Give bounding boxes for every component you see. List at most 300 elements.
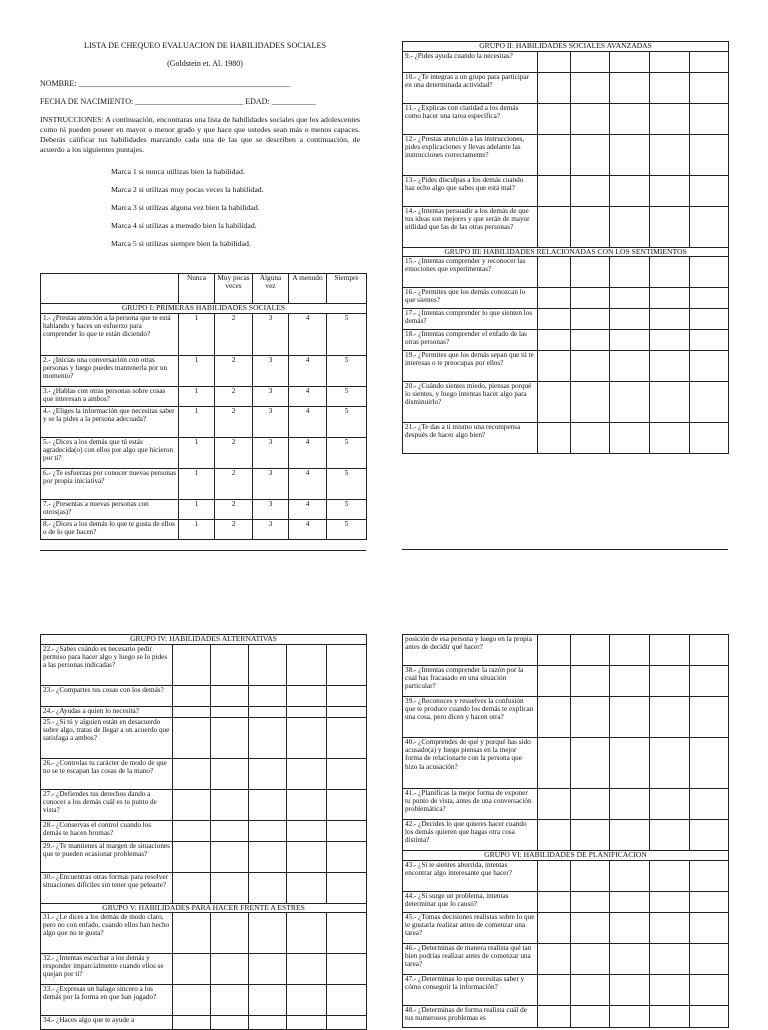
score-cell[interactable] <box>650 789 690 820</box>
score-cell[interactable]: 1 <box>179 313 215 355</box>
question-cell: 48.- ¿Determinas de forma realista cuál de tus numerosos problemas es <box>403 1005 538 1027</box>
marca-1: Marca 1 si nunca utilizas bien la habilidad. <box>111 167 245 176</box>
score-cell[interactable] <box>571 206 610 247</box>
score-cell[interactable] <box>610 351 650 382</box>
score-cell[interactable]: 2 <box>215 468 253 499</box>
group-header-row <box>403 42 729 52</box>
score-cell[interactable] <box>650 382 690 423</box>
score-cell[interactable] <box>690 697 729 738</box>
score-cell[interactable] <box>650 738 690 789</box>
score-cell[interactable] <box>327 644 367 685</box>
score-cell[interactable] <box>173 685 211 706</box>
score-cell[interactable] <box>610 820 650 851</box>
score-cell[interactable] <box>650 351 690 382</box>
score-cell[interactable] <box>610 309 650 330</box>
table-row <box>41 758 367 789</box>
score-cell[interactable]: 2 <box>215 519 253 539</box>
score-cell[interactable] <box>610 974 650 1005</box>
question-cell: 12.- ¿Prestas atención a las instrucciones, pides explicaciones y llevas adelante las instrucciones correctamente? <box>403 134 538 175</box>
score-cell[interactable]: 1 <box>179 406 215 437</box>
score-cell[interactable]: 4 <box>289 313 327 355</box>
score-cell[interactable] <box>287 985 327 1016</box>
score-cell[interactable] <box>211 841 249 872</box>
table-row <box>403 423 729 454</box>
table-row <box>41 789 367 820</box>
question-cell: 23.- ¿Compartes tus cosas con los demás? <box>41 685 173 706</box>
score-cell[interactable] <box>327 1016 367 1030</box>
score-cell[interactable] <box>173 913 211 954</box>
score-cell[interactable] <box>650 697 690 738</box>
score-cell[interactable] <box>538 72 571 103</box>
marca-3: Marca 3 si utilizas alguna vez bien la habilidad. <box>111 203 260 212</box>
table-row <box>403 943 729 974</box>
question-cell: 30.- ¿Encuentras otras formas para resolver situaciones difíciles sin tener que pelearte? <box>41 872 173 903</box>
group-title: GRUPO II: HABILIDADES SOCIALES AVANZADAS <box>403 42 729 52</box>
score-cell[interactable] <box>327 706 367 717</box>
score-cell[interactable]: 5 <box>327 386 367 406</box>
score-cell[interactable] <box>650 891 690 912</box>
score-cell[interactable] <box>610 891 650 912</box>
score-cell[interactable]: 4 <box>289 519 327 539</box>
score-cell[interactable] <box>650 257 690 288</box>
table-row <box>403 382 729 423</box>
question-cell: 5.- ¿Dices a los demás que tú estás agradecida(o) con ellos por algo que hicieron por ti? <box>41 437 179 468</box>
score-cell[interactable] <box>610 206 650 247</box>
document-title: LISTA DE CHEQUEO EVALUACION DE HABILIDADES SOCIALES <box>83 41 327 50</box>
score-cell[interactable]: 3 <box>253 499 289 519</box>
table-row <box>403 309 729 330</box>
score-cell[interactable] <box>650 974 690 1005</box>
score-cell[interactable] <box>538 51 571 72</box>
marca-4: Marca 4 si utilizas a menudo bien la habilidad. <box>111 221 257 230</box>
score-cell[interactable] <box>610 288 650 309</box>
score-cell[interactable] <box>571 423 610 454</box>
score-cell[interactable] <box>690 666 729 697</box>
score-cell[interactable] <box>610 134 650 175</box>
table-row <box>403 974 729 1005</box>
score-cell[interactable] <box>690 635 729 666</box>
table-row <box>41 685 367 706</box>
question-cell: 28.- ¿Conservas el control cuando los demás te hacen bromas? <box>41 820 173 841</box>
score-cell[interactable] <box>571 288 610 309</box>
table-row <box>41 437 367 468</box>
score-cell[interactable]: 3 <box>253 468 289 499</box>
score-cell[interactable]: 5 <box>327 313 367 355</box>
score-cell[interactable] <box>287 1016 327 1030</box>
score-cell[interactable] <box>690 288 729 309</box>
score-cell[interactable]: 4 <box>289 437 327 468</box>
nombre-field[interactable]: NOMBRE: _____________________________________________________ <box>40 79 291 88</box>
score-cell[interactable] <box>690 860 729 891</box>
score-cell[interactable] <box>211 717 249 758</box>
question-cell: 14.- ¿Intentas persuadir a los demás de que tus ideas son mejores y que serán de mayor utilidad que las de las otras personas? <box>403 206 538 247</box>
question-cell: 31.- ¿Le dices a los demás de modo claro, pero no con enfado, cuando ellos han hecho algo que no te gusta? <box>41 913 173 954</box>
score-cell[interactable] <box>173 789 211 820</box>
score-cell[interactable] <box>571 789 610 820</box>
score-cell[interactable]: 2 <box>215 313 253 355</box>
score-cell[interactable] <box>538 288 571 309</box>
score-cell[interactable] <box>650 309 690 330</box>
score-cell[interactable] <box>650 820 690 851</box>
score-cell[interactable] <box>690 330 729 351</box>
score-cell[interactable] <box>571 351 610 382</box>
score-cell[interactable]: 5 <box>327 499 367 519</box>
question-cell: 13.- ¿Pides disculpas a los demás cuando haz echo algo que sabes que está mal? <box>403 175 538 206</box>
score-cell[interactable]: 1 <box>179 437 215 468</box>
score-cell[interactable] <box>690 423 729 454</box>
score-cell[interactable] <box>690 175 729 206</box>
score-cell[interactable] <box>249 717 287 758</box>
score-cell[interactable] <box>690 206 729 247</box>
column-header: Muy pocas veces <box>215 274 253 304</box>
question-cell: 4.- ¿Eliges la información que necesitas saber y se la pides a la persona adecuada? <box>41 406 179 437</box>
score-cell[interactable]: 2 <box>215 499 253 519</box>
score-cell[interactable] <box>571 72 610 103</box>
score-cell[interactable]: 1 <box>179 355 215 386</box>
score-cell[interactable] <box>173 1016 211 1030</box>
score-cell[interactable] <box>538 103 571 134</box>
score-cell[interactable] <box>610 257 650 288</box>
score-cell[interactable] <box>538 351 571 382</box>
table-row <box>403 820 729 851</box>
score-cell[interactable] <box>650 330 690 351</box>
score-cell[interactable] <box>249 954 287 985</box>
question-cell: 40.- ¿Comprendes de qué y porqué has sido acusado(a) y luego piensas en la mejor forma de relacionarte con la persona que hizo la acusación? <box>403 738 538 789</box>
table-row <box>41 1016 367 1030</box>
question-cell: 46.- ¿Determinas de manera realista qué tan bien podrías realizar antes de comenzar una tarea? <box>403 943 538 974</box>
score-cell[interactable] <box>327 913 367 954</box>
score-cell[interactable] <box>571 697 610 738</box>
score-cell[interactable] <box>211 1016 249 1030</box>
score-cell[interactable]: 2 <box>215 386 253 406</box>
score-cell[interactable] <box>327 954 367 985</box>
score-cell[interactable] <box>610 697 650 738</box>
score-cell[interactable] <box>327 985 367 1016</box>
score-cell[interactable] <box>173 717 211 758</box>
score-cell[interactable] <box>650 103 690 134</box>
score-cell[interactable] <box>249 706 287 717</box>
score-cell[interactable] <box>650 175 690 206</box>
score-cell[interactable] <box>610 943 650 974</box>
score-cell[interactable] <box>610 666 650 697</box>
score-cell[interactable] <box>571 912 610 943</box>
table-row <box>41 313 367 355</box>
group-header-row <box>41 903 367 913</box>
group-title: GRUPO V: HABILIDADES PARA HACER FRENTE A ESTRES <box>41 903 367 913</box>
table-row <box>41 499 367 519</box>
score-cell[interactable] <box>538 974 571 1005</box>
score-cell[interactable] <box>650 134 690 175</box>
score-cell[interactable]: 4 <box>289 386 327 406</box>
group-header-row <box>403 247 729 257</box>
score-cell[interactable] <box>571 103 610 134</box>
score-cell[interactable] <box>650 860 690 891</box>
score-cell[interactable]: 3 <box>253 386 289 406</box>
fecha-field[interactable]: FECHA DE NACIMIENTO: ___________________________ EDAD: ___________ <box>40 97 316 106</box>
score-cell[interactable] <box>571 891 610 912</box>
score-cell[interactable] <box>538 697 571 738</box>
score-cell[interactable] <box>173 758 211 789</box>
score-cell[interactable] <box>690 309 729 330</box>
score-cell[interactable] <box>690 382 729 423</box>
score-cell[interactable] <box>571 974 610 1005</box>
score-cell[interactable] <box>571 860 610 891</box>
table-row <box>403 330 729 351</box>
divider-line <box>402 549 728 550</box>
score-cell[interactable]: 3 <box>253 519 289 539</box>
score-cell[interactable] <box>249 758 287 789</box>
score-cell[interactable] <box>610 103 650 134</box>
score-cell[interactable] <box>538 309 571 330</box>
score-cell[interactable] <box>571 175 610 206</box>
score-cell[interactable] <box>211 913 249 954</box>
score-cell[interactable]: 5 <box>327 468 367 499</box>
question-cell: 39.- ¿Reconoces y resuelves la confusión que te produce cuando los demás te explican una cosa, pero dicen y hacen otra? <box>403 697 538 738</box>
group-header-row <box>41 635 367 645</box>
score-cell[interactable] <box>690 891 729 912</box>
group-title: GRUPO IV: HABILIDADES ALTERNATIVAS <box>41 635 367 645</box>
table-row <box>403 351 729 382</box>
question-cell: 47.- ¿Determinas lo que necesitas saber y cómo conseguir la información? <box>403 974 538 1005</box>
score-cell[interactable] <box>211 872 249 903</box>
score-cell[interactable] <box>690 257 729 288</box>
score-cell[interactable] <box>610 635 650 666</box>
score-cell[interactable]: 4 <box>289 406 327 437</box>
score-cell[interactable] <box>211 758 249 789</box>
question-cell: 27.- ¿Defiendes tus derechos dando a conocer a los demás cuál es tu punto de vista? <box>41 789 173 820</box>
score-cell[interactable] <box>538 912 571 943</box>
score-cell[interactable] <box>287 789 327 820</box>
score-cell[interactable] <box>690 789 729 820</box>
score-cell[interactable] <box>610 72 650 103</box>
score-cell[interactable] <box>327 820 367 841</box>
score-cell[interactable] <box>249 841 287 872</box>
score-cell[interactable]: 1 <box>179 386 215 406</box>
table-row <box>41 872 367 903</box>
column-header: Alguna vez <box>253 274 289 304</box>
score-cell[interactable] <box>538 820 571 851</box>
score-cell[interactable] <box>538 943 571 974</box>
score-cell[interactable] <box>211 954 249 985</box>
score-cell[interactable] <box>571 382 610 423</box>
score-cell[interactable] <box>249 872 287 903</box>
score-cell[interactable] <box>690 738 729 789</box>
score-cell[interactable] <box>249 644 287 685</box>
question-cell: 32.- ¿Intentas escuchar a los demás y responder imparcialmente cuando ellos se quejan por ti? <box>41 954 173 985</box>
column-header: Siempre <box>327 274 367 304</box>
score-cell[interactable] <box>249 685 287 706</box>
score-cell[interactable] <box>327 789 367 820</box>
score-cell[interactable] <box>650 635 690 666</box>
score-cell[interactable] <box>610 330 650 351</box>
score-cell[interactable] <box>173 644 211 685</box>
score-cell[interactable] <box>650 666 690 697</box>
score-cell[interactable] <box>327 841 367 872</box>
score-cell[interactable] <box>287 717 327 758</box>
question-cell: 3.- ¿Hablas con otras personas sobre cosas que interesan a ambos? <box>41 386 179 406</box>
score-cell[interactable] <box>211 706 249 717</box>
table-row <box>41 717 367 758</box>
score-cell[interactable] <box>287 758 327 789</box>
table-row <box>403 257 729 288</box>
score-cell[interactable] <box>538 789 571 820</box>
table-row <box>403 51 729 72</box>
score-cell[interactable]: 2 <box>215 437 253 468</box>
question-cell: 18.- ¿Intentas comprender el enfado de las otras personas? <box>403 330 538 351</box>
score-cell[interactable] <box>538 738 571 789</box>
score-cell[interactable] <box>249 985 287 1016</box>
score-cell[interactable] <box>249 820 287 841</box>
score-cell[interactable]: 5 <box>327 406 367 437</box>
score-cell[interactable] <box>571 309 610 330</box>
score-cell[interactable] <box>211 685 249 706</box>
score-cell[interactable] <box>571 943 610 974</box>
score-cell[interactable]: 1 <box>179 468 215 499</box>
score-cell[interactable] <box>173 985 211 1016</box>
score-cell[interactable] <box>690 103 729 134</box>
score-cell[interactable] <box>538 330 571 351</box>
table-row <box>403 134 729 175</box>
score-cell[interactable] <box>538 891 571 912</box>
question-cell: 19.- ¿Permites que los demás sepan que tú te interesas o te preocupas por ellos? <box>403 351 538 382</box>
score-cell[interactable] <box>610 382 650 423</box>
score-cell[interactable]: 4 <box>289 355 327 386</box>
score-cell[interactable] <box>571 738 610 789</box>
score-cell[interactable] <box>538 175 571 206</box>
score-cell[interactable] <box>538 257 571 288</box>
score-cell[interactable] <box>690 51 729 72</box>
question-cell: 43.- ¿Si te sientes aburrida, intentas encontrar algo interesante que hacer? <box>403 860 538 891</box>
score-cell[interactable] <box>650 288 690 309</box>
score-cell[interactable] <box>538 423 571 454</box>
table-row <box>403 891 729 912</box>
score-cell[interactable] <box>690 351 729 382</box>
score-cell[interactable]: 5 <box>327 437 367 468</box>
question-cell: 45.- ¿Tomas decisiones realistas sobre lo que te gustaría realizar antes de comenzar una tarea? <box>403 912 538 943</box>
score-cell[interactable] <box>211 789 249 820</box>
score-cell[interactable]: 3 <box>253 355 289 386</box>
score-cell[interactable] <box>610 789 650 820</box>
score-cell[interactable] <box>690 72 729 103</box>
table-row <box>403 72 729 103</box>
score-cell[interactable] <box>610 738 650 789</box>
column-header: A menudo <box>289 274 327 304</box>
table-row <box>403 666 729 697</box>
question-cell: 20.- ¿Cuándo sientes miedo, piensas porqué lo sientes, y luego intentas hacer algo para disminuirlo? <box>403 382 538 423</box>
score-cell[interactable] <box>287 841 327 872</box>
score-cell[interactable] <box>571 635 610 666</box>
table-row <box>41 355 367 386</box>
score-cell[interactable] <box>327 758 367 789</box>
score-cell[interactable] <box>650 72 690 103</box>
score-cell[interactable] <box>610 175 650 206</box>
score-cell[interactable] <box>173 841 211 872</box>
score-cell[interactable] <box>610 860 650 891</box>
group-title: GRUPO III: HABILIDADES RELACIONADAS CON LOS SENTIMIENTOS <box>403 247 729 257</box>
score-cell[interactable] <box>538 635 571 666</box>
score-cell[interactable] <box>690 974 729 1005</box>
score-cell[interactable]: 2 <box>215 406 253 437</box>
score-cell[interactable] <box>173 954 211 985</box>
instructions: INSTRUCCIONES: A continuación, encontraras una lista de habilidades sociales que los adolescentes como tú pueden poseer en mayor o menor grado y que hace que ustedes sean más o menos capaces. Deberás calificar tus habilidades marcando cada una de las que se describen a continuación, de acuerdo a los siguientes puntajes. <box>40 115 360 154</box>
score-cell[interactable] <box>571 134 610 175</box>
question-cell: 26.- ¿Controlas tu carácter de modo de que no se te escapan las cosas de la mano? <box>41 758 173 789</box>
score-cell[interactable] <box>211 820 249 841</box>
score-cell[interactable] <box>571 820 610 851</box>
score-cell[interactable] <box>538 860 571 891</box>
score-cell[interactable] <box>538 134 571 175</box>
score-cell[interactable] <box>610 912 650 943</box>
question-cell: 25.- ¿Si tú y alguien están en desacuerdo sobre algo, tratas de llegar a un acuerdo que satisfaga a ambos? <box>41 717 173 758</box>
score-cell[interactable] <box>211 644 249 685</box>
score-cell[interactable] <box>173 820 211 841</box>
score-cell[interactable]: 4 <box>289 468 327 499</box>
score-cell[interactable] <box>650 912 690 943</box>
score-cell[interactable]: 1 <box>179 519 215 539</box>
table-row <box>41 406 367 437</box>
score-cell[interactable] <box>650 423 690 454</box>
score-cell[interactable]: 3 <box>253 313 289 355</box>
score-cell[interactable]: 5 <box>327 519 367 539</box>
score-cell[interactable]: 4 <box>289 499 327 519</box>
group-header-row <box>41 304 367 314</box>
score-cell[interactable] <box>211 985 249 1016</box>
score-cell[interactable] <box>327 872 367 903</box>
question-cell: 21.- ¿Te das a ti mismo una recompensa después de hacer algo bien? <box>403 423 538 454</box>
score-cell[interactable] <box>571 330 610 351</box>
question-cell: 42.- ¿Decides lo que quieres hacer cuando los demás quieren que hagas otra cosa distinta? <box>403 820 538 851</box>
score-cell[interactable] <box>571 257 610 288</box>
score-cell[interactable] <box>690 912 729 943</box>
score-cell[interactable] <box>571 51 610 72</box>
score-cell[interactable]: 5 <box>327 355 367 386</box>
score-cell[interactable] <box>538 666 571 697</box>
score-cell[interactable] <box>610 423 650 454</box>
score-cell[interactable] <box>610 51 650 72</box>
score-cell[interactable] <box>571 666 610 697</box>
table-row <box>403 697 729 738</box>
score-cell[interactable] <box>287 872 327 903</box>
score-cell[interactable]: 3 <box>253 437 289 468</box>
score-cell[interactable] <box>650 206 690 247</box>
score-cell[interactable] <box>173 872 211 903</box>
score-cell[interactable] <box>690 943 729 974</box>
score-cell[interactable] <box>249 789 287 820</box>
score-cell[interactable] <box>287 685 327 706</box>
score-cell[interactable] <box>327 685 367 706</box>
score-cell[interactable] <box>650 51 690 72</box>
table-row <box>41 820 367 841</box>
score-cell[interactable] <box>650 943 690 974</box>
table-row <box>403 789 729 820</box>
score-cell[interactable] <box>327 717 367 758</box>
score-cell[interactable] <box>287 820 327 841</box>
score-cell[interactable] <box>287 913 327 954</box>
score-cell[interactable] <box>690 820 729 851</box>
score-cell[interactable] <box>287 954 327 985</box>
score-cell[interactable]: 1 <box>179 499 215 519</box>
score-cell[interactable] <box>173 706 211 717</box>
score-cell[interactable] <box>287 706 327 717</box>
score-cell[interactable]: 2 <box>215 355 253 386</box>
score-cell[interactable] <box>249 1016 287 1030</box>
score-cell[interactable] <box>690 134 729 175</box>
score-cell[interactable] <box>538 382 571 423</box>
score-cell[interactable]: 3 <box>253 406 289 437</box>
score-cell[interactable] <box>538 206 571 247</box>
score-cell[interactable] <box>249 913 287 954</box>
score-cell[interactable] <box>287 644 327 685</box>
